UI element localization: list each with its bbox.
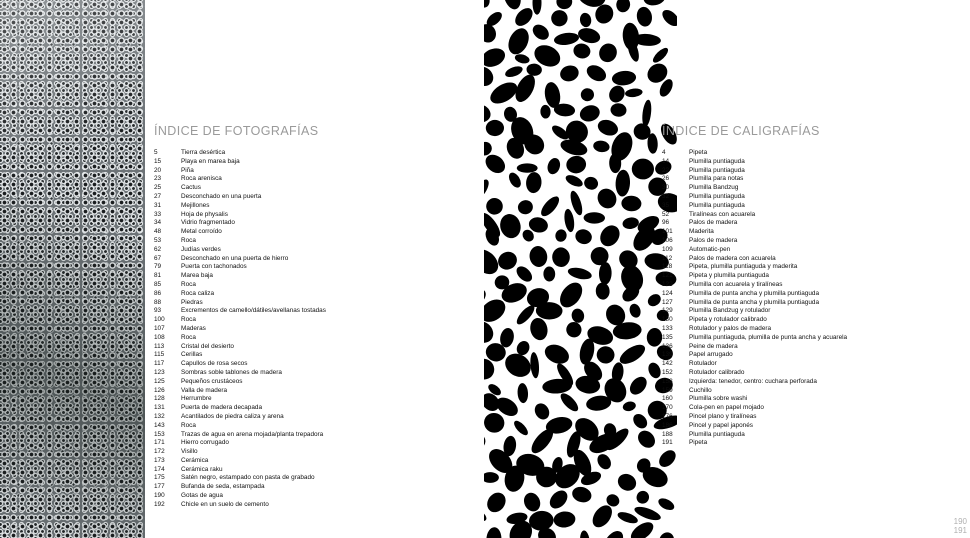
entry-page-number: 4	[662, 149, 666, 156]
index-entry	[662, 158, 962, 167]
entry-page-number: 125	[154, 377, 165, 385]
index-entry	[662, 334, 962, 343]
entry-page-number: 143	[154, 421, 165, 429]
entry-title: Roca	[181, 421, 196, 429]
entry-title: Cerillas	[181, 351, 203, 359]
entry-page-number: 126	[154, 386, 165, 394]
index-entry	[154, 439, 474, 448]
entry-page-number: 85	[154, 280, 162, 288]
entry-title: Pincel y papel japonés	[689, 421, 753, 429]
entry-title: Plumilla Bandzug	[689, 184, 739, 192]
index-entry	[154, 211, 474, 220]
index-entry	[662, 255, 962, 264]
entry-page-number: 27	[154, 192, 162, 200]
index-entry	[154, 325, 474, 334]
index-entry	[662, 228, 962, 237]
index-entry	[154, 369, 474, 378]
entry-title: Roca	[181, 316, 196, 324]
index-entry	[154, 167, 474, 176]
entry-title: Pequeños crustáceos	[181, 377, 243, 385]
entry-title: Plumilla puntiaguda	[689, 166, 745, 174]
entry-page-number: 159	[662, 386, 673, 394]
entry-title: Pipeta y rotulador calibrado	[689, 316, 767, 324]
entry-title: Plumilla con acuarela y tiralíneas	[689, 280, 783, 288]
entry-title: Izquierda: tenedor, centro: cuchara perforada	[689, 377, 817, 385]
index-entry	[154, 466, 474, 475]
index-entry	[662, 404, 962, 413]
entry-title: Plumilla para notas	[689, 175, 744, 183]
calligraphy-index-title: ÍNDICE DE CALIGRAFÍAS	[662, 124, 820, 138]
entry-page-number: 133	[662, 324, 673, 332]
entry-title: Cerámica	[181, 456, 209, 464]
entry-page-number: 175	[154, 474, 165, 482]
entry-title: Desconchado en una puerta de hierro	[181, 254, 289, 262]
left-page-number: 190	[953, 517, 967, 526]
entry-title: Satén negro, estampado con pasta de grabado	[181, 474, 315, 482]
entry-page-number: 136	[662, 342, 673, 350]
entry-title: Pipeta y plumilla puntiaguda	[689, 272, 769, 280]
index-entry	[154, 395, 474, 404]
entry-title: Marea baja	[181, 272, 213, 280]
entry-page-number: 117	[154, 360, 165, 368]
entry-page-number: 20	[154, 166, 162, 174]
index-entry	[154, 501, 474, 510]
entry-page-number: 34	[154, 219, 162, 227]
entry-title: Puerta con tachonados	[181, 263, 247, 271]
entry-page-number: 130	[662, 316, 673, 324]
entry-title: Rotulador calibrado	[689, 368, 745, 376]
entry-title: Trazas de agua en arena mojada/planta trepadora	[181, 430, 324, 438]
entry-page-number: 177	[154, 483, 165, 491]
entry-title: Plumilla puntiaguda	[689, 430, 745, 438]
entry-title: Roca	[181, 280, 196, 288]
entry-page-number: 15	[154, 157, 162, 165]
entry-page-number: 171	[154, 439, 165, 447]
entry-page-number: 142	[662, 360, 673, 368]
entry-title: Peine de madera	[689, 342, 738, 350]
entry-page-number: 33	[154, 210, 162, 218]
entry-title: Palos de madera	[689, 236, 738, 244]
entry-page-number: 191	[662, 439, 673, 447]
index-entry	[662, 193, 962, 202]
entry-title: Cerámica raku	[181, 465, 223, 473]
entry-title: Plumilla puntiaguda, plumilla de punta ancha y acuarela	[689, 333, 848, 341]
entry-title: Roca	[181, 333, 196, 341]
entry-title: Acantilados de piedra caliza y arena	[181, 412, 284, 420]
entry-title: Roca caliza	[181, 289, 215, 297]
entry-title: Herrumbre	[181, 395, 212, 403]
index-entry	[154, 474, 474, 483]
entry-page-number: 124	[662, 289, 673, 297]
entry-page-number: 186	[662, 421, 673, 429]
entry-page-number: 190	[154, 492, 165, 500]
entry-page-number: 26	[662, 175, 670, 183]
index-entry	[662, 290, 962, 299]
index-entry	[662, 413, 962, 422]
entry-page-number: 48	[154, 228, 162, 236]
entry-title: Palos de madera con acuarela	[689, 254, 776, 262]
index-entry	[662, 272, 962, 281]
entry-page-number: 107	[154, 324, 165, 332]
entry-page-number: 62	[154, 245, 162, 253]
index-entry	[154, 184, 474, 193]
index-entry	[154, 202, 474, 211]
entry-page-number: 106	[662, 236, 673, 244]
entry-title: Desconchado en una puerta	[181, 192, 262, 200]
index-entry	[662, 325, 962, 334]
entry-title: Papel arrugado	[689, 351, 733, 359]
entry-title: Cola-pen en papel mojado	[689, 404, 764, 412]
entry-page-number: 139	[662, 351, 673, 359]
index-entry	[662, 281, 962, 290]
entry-title: Maderita	[689, 228, 714, 236]
entry-title: Plumilla puntiaguda	[689, 192, 745, 200]
index-entry	[154, 431, 474, 440]
entry-title: Pipeta, plumilla puntiaguda y maderita	[689, 263, 798, 271]
index-entry	[662, 211, 962, 220]
entry-page-number: 153	[154, 430, 165, 438]
entry-page-number: 52	[662, 210, 670, 218]
entry-page-number: 131	[154, 404, 165, 412]
entry-title: Plumilla de punta ancha y plumilla puntiaguda	[689, 289, 820, 297]
entry-page-number: 5	[154, 149, 158, 156]
entry-title: Gotas de agua	[181, 492, 223, 500]
index-entry	[662, 299, 962, 308]
index-entry	[154, 255, 474, 264]
index-entry	[662, 351, 962, 360]
entry-title: Palos de madera	[689, 219, 738, 227]
entry-page-number: 100	[154, 316, 165, 324]
index-entry	[154, 387, 474, 396]
entry-page-number: 129	[662, 307, 673, 315]
index-entry	[154, 316, 474, 325]
index-entry	[662, 167, 962, 176]
entry-page-number: 112	[662, 254, 673, 262]
entry-page-number: 123	[154, 368, 165, 376]
entry-page-number: 22	[662, 166, 670, 174]
entry-title: Pipeta	[689, 439, 708, 447]
entry-page-number: 81	[154, 272, 162, 280]
entry-title: Plumilla puntiaguda	[689, 201, 745, 209]
index-entry	[154, 158, 474, 167]
entry-page-number: 31	[154, 201, 162, 209]
entry-page-number: 132	[154, 412, 165, 420]
entry-page-number: 32	[662, 192, 670, 200]
entry-page-number: 25	[154, 184, 162, 192]
index-entry	[662, 378, 962, 387]
right-page-number: 191	[953, 526, 967, 535]
entry-page-number: 160	[662, 395, 673, 403]
index-entry	[662, 307, 962, 316]
entry-page-number: 173	[154, 456, 165, 464]
index-entry	[154, 448, 474, 457]
entry-title: Puerta de madera decapada	[181, 404, 263, 412]
index-entry	[662, 360, 962, 369]
entry-title: Hierro corrugado	[181, 439, 229, 447]
index-entry	[662, 439, 962, 448]
index-entry	[662, 316, 962, 325]
entry-page-number: 30	[662, 184, 670, 192]
entry-title: Chicle en un suelo de cemento	[181, 500, 269, 508]
water-drops-photo	[0, 0, 145, 538]
index-entry	[662, 387, 962, 396]
entry-title: Rotulador y palos de madera	[689, 324, 772, 332]
entry-page-number: 170	[662, 404, 673, 412]
entry-page-number: 35	[662, 201, 670, 209]
entry-title: Roca	[181, 236, 196, 244]
entry-page-number: 23	[154, 175, 162, 183]
entry-title: Valla de madera	[181, 386, 228, 394]
entry-page-number: 158	[662, 377, 673, 385]
entry-page-number: 101	[662, 228, 673, 236]
index-entry	[154, 413, 474, 422]
entry-title: Rotulador	[689, 360, 717, 368]
index-entry	[662, 422, 962, 431]
entry-title: Tierra desértica	[181, 149, 226, 156]
entry-title: Pincel plano y tiralíneas	[689, 412, 757, 420]
entry-title: Playa en marea baja	[181, 157, 240, 165]
entry-page-number: 113	[154, 342, 165, 350]
entry-page-number: 86	[154, 289, 162, 297]
index-entry	[154, 272, 474, 281]
index-entry	[154, 343, 474, 352]
entry-title: Judías verdes	[181, 245, 221, 253]
entry-title: Plumilla sobre washi	[689, 395, 748, 403]
entry-title: Cristal del desierto	[181, 342, 234, 350]
index-entry	[154, 246, 474, 255]
entry-title: Visillo	[181, 448, 198, 456]
entry-page-number: 174	[154, 465, 165, 473]
index-entry	[154, 422, 474, 431]
entry-title: Plumilla de punta ancha y plumilla puntiaguda	[689, 298, 820, 306]
entry-page-number: 176	[662, 412, 673, 420]
index-entry	[154, 175, 474, 184]
index-entry	[662, 369, 962, 378]
entry-page-number: 96	[662, 219, 670, 227]
black-spots-pattern	[484, 0, 677, 538]
photos-index-title: ÍNDICE DE FOTOGRAFÍAS	[154, 124, 319, 138]
index-entry	[154, 360, 474, 369]
index-entry	[154, 378, 474, 387]
entry-page-number: 93	[154, 307, 162, 315]
index-entry	[154, 290, 474, 299]
index-entry	[662, 263, 962, 272]
entry-page-number: 79	[154, 263, 162, 271]
index-entry	[662, 395, 962, 404]
entry-title: Piña	[181, 166, 194, 174]
index-entry	[154, 334, 474, 343]
entry-page-number: 192	[154, 500, 165, 508]
page-numbers	[947, 517, 967, 535]
entry-page-number: 109	[662, 245, 673, 253]
entry-title: Hoja de physalis	[181, 210, 228, 218]
index-entry	[662, 219, 962, 228]
photos-index-list	[154, 149, 474, 510]
index-entry	[662, 184, 962, 193]
index-entry	[154, 307, 474, 316]
entry-title: Automatic-pen	[689, 245, 731, 253]
index-entry	[154, 228, 474, 237]
entry-title: Tiralíneas con acuarela	[689, 210, 756, 218]
index-entry	[154, 219, 474, 228]
index-entry	[662, 343, 962, 352]
entry-page-number: 122	[662, 280, 673, 288]
entry-page-number: 135	[662, 333, 673, 341]
index-entry	[154, 457, 474, 466]
index-entry	[154, 149, 474, 158]
index-entry	[662, 202, 962, 211]
index-entry	[154, 483, 474, 492]
index-entry	[154, 237, 474, 246]
index-entry	[154, 193, 474, 202]
entry-title: Excrementos de camello/dátiles/avellanas tostadas	[181, 307, 326, 315]
entry-title: Bufanda de seda, estampada	[181, 483, 265, 491]
index-entry	[154, 492, 474, 501]
entry-page-number: 115	[154, 351, 165, 359]
entry-title: Cuchillo	[689, 386, 712, 394]
entry-page-number: 67	[154, 254, 162, 262]
entry-title: Plumilla Bandzug y rotulador	[689, 307, 771, 315]
entry-title: Cactus	[181, 184, 201, 192]
index-entry	[662, 149, 962, 158]
index-entry	[154, 299, 474, 308]
entry-title: Roca arenisca	[181, 175, 222, 183]
index-entry	[154, 404, 474, 413]
index-entry	[154, 281, 474, 290]
entry-page-number: 172	[154, 448, 165, 456]
entry-title: Piedras	[181, 298, 203, 306]
entry-page-number: 53	[154, 236, 162, 244]
index-entry	[662, 246, 962, 255]
calligraphy-index-list	[662, 149, 962, 448]
entry-page-number: 121	[662, 272, 673, 280]
entry-page-number: 127	[662, 298, 673, 306]
entry-title: Metal corroído	[181, 228, 222, 236]
entry-page-number: 118	[662, 263, 673, 271]
entry-page-number: 128	[154, 395, 165, 403]
entry-page-number: 152	[662, 368, 673, 376]
entry-title: Pipeta	[689, 149, 708, 156]
index-entry	[662, 431, 962, 440]
index-entry	[662, 175, 962, 184]
entry-page-number: 88	[154, 298, 162, 306]
entry-title: Maderas	[181, 324, 206, 332]
entry-title: Capullos de rosa secos	[181, 360, 248, 368]
entry-title: Plumilla puntiaguda	[689, 157, 745, 165]
entry-title: Mejillones	[181, 201, 210, 209]
entry-page-number: 108	[154, 333, 165, 341]
entry-title: Vidrio fragmentado	[181, 219, 235, 227]
entry-page-number: 188	[662, 430, 673, 438]
entry-page-number: 14	[662, 157, 670, 165]
entry-title: Sombras soble tablones de madera	[181, 368, 282, 376]
index-entry	[154, 351, 474, 360]
index-entry	[154, 263, 474, 272]
index-entry	[662, 237, 962, 246]
